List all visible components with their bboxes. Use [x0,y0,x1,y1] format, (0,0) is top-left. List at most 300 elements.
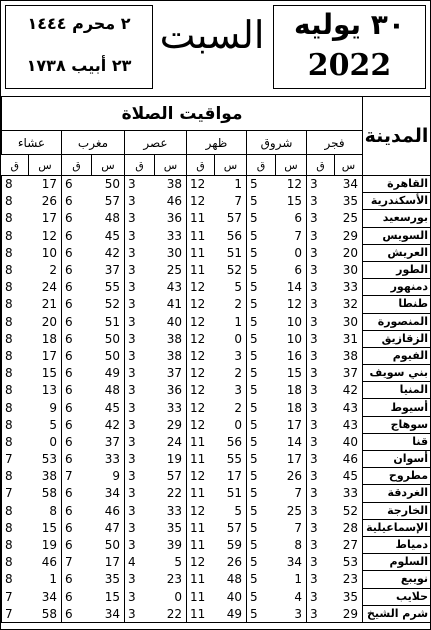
minute-cell: 57 [92,193,125,210]
hour-cell: 12 [187,382,215,399]
hour-cell: 3 [125,330,155,347]
minute-cell: 5 [29,416,62,433]
minute-cell: 52 [215,261,247,278]
minute-cell: 52 [92,296,125,313]
minute-cell: 24 [29,279,62,296]
unit-hour-label: س [29,155,62,176]
hour-cell: 3 [125,193,155,210]
minute-cell: 17 [29,210,62,227]
prayer-times-table [1,96,431,623]
hour-cell: 6 [62,416,92,433]
hour-cell: 6 [62,399,92,416]
table-row [2,416,431,433]
hour-cell: 6 [62,279,92,296]
hour-cell: 6 [62,502,92,519]
hour-cell: 5 [247,433,276,450]
minute-cell: 38 [155,330,187,347]
city-name: الخارجة [363,502,431,519]
hour-cell: 8 [2,347,29,364]
table-row [2,330,431,347]
city-name: أسيوط [363,399,431,416]
minute-cell: 37 [335,365,363,382]
minute-cell: 37 [155,365,187,382]
hour-cell: 6 [62,261,92,278]
coptic-date: ٢٣ أبيب ١٧٣٨ [26,56,132,75]
minute-cell: 51 [92,313,125,330]
hour-cell: 6 [62,244,92,261]
hour-cell: 3 [125,313,155,330]
minute-cell: 0 [29,433,62,450]
city-name: العريش [363,244,431,261]
minute-cell: 57 [215,210,247,227]
minute-cell: 13 [29,382,62,399]
minute-cell: 46 [29,554,62,571]
city-column-header: المدينة [363,97,431,176]
hour-cell: 11 [187,210,215,227]
hour-cell: 3 [307,502,335,519]
unit-minute-label: ق [247,155,276,176]
minute-cell: 43 [335,399,363,416]
hour-cell: 8 [2,279,29,296]
hour-cell: 12 [187,416,215,433]
hour-cell: 5 [247,554,276,571]
hour-cell: 12 [187,502,215,519]
hour-cell: 8 [2,313,29,330]
minute-cell: 33 [335,279,363,296]
hour-cell: 5 [247,279,276,296]
minute-cell: 35 [92,571,125,588]
minute-cell: 37 [92,261,125,278]
hour-cell: 11 [187,571,215,588]
city-name: دمنهور [363,279,431,296]
minute-cell: 17 [92,554,125,571]
hour-cell: 8 [2,244,29,261]
city-name: مطروح [363,468,431,485]
hour-cell: 8 [2,536,29,553]
minute-cell: 14 [276,433,307,450]
city-name: نويبع [363,571,431,588]
hour-cell: 3 [307,519,335,536]
minute-cell: 55 [92,279,125,296]
table-row [2,485,431,502]
city-name: القاهرة [363,176,431,193]
minute-cell: 43 [155,279,187,296]
city-name: حلايب [363,588,431,605]
minute-cell: 52 [335,502,363,519]
prayer-times-body [2,176,431,623]
minute-cell: 27 [335,536,363,553]
minute-cell: 38 [29,468,62,485]
city-name: بني سويف [363,365,431,382]
table-row [2,210,431,227]
table-row [2,588,431,605]
hour-cell: 11 [187,433,215,450]
hour-cell: 11 [187,227,215,244]
city-name: المنصورة [363,313,431,330]
hour-cell: 4 [125,554,155,571]
city-name: السويس [363,227,431,244]
hour-cell: 3 [307,468,335,485]
hour-cell: 11 [187,519,215,536]
gregorian-year: 2022 [307,48,392,83]
minute-cell: 34 [92,485,125,502]
hour-cell: 3 [125,571,155,588]
hour-cell: 6 [62,571,92,588]
hour-cell: 12 [187,347,215,364]
minute-cell: 30 [155,244,187,261]
hour-cell: 11 [187,605,215,622]
hour-cell: 3 [307,451,335,468]
table-row [2,468,431,485]
hour-cell: 3 [125,261,155,278]
minute-cell: 35 [335,588,363,605]
hour-cell: 11 [187,261,215,278]
minute-cell: 55 [215,451,247,468]
unit-minute-label: ق [2,155,29,176]
minute-cell: 25 [335,210,363,227]
minute-cell: 21 [29,296,62,313]
hour-cell: 8 [2,416,29,433]
minute-cell: 26 [276,468,307,485]
minute-cell: 43 [335,416,363,433]
table-row [2,227,431,244]
minute-cell: 38 [155,347,187,364]
minute-cell: 24 [155,433,187,450]
minute-cell: 20 [29,313,62,330]
table-row [2,279,431,296]
hour-cell: 5 [247,227,276,244]
hour-cell: 6 [62,519,92,536]
table-row [2,519,431,536]
minute-cell: 7 [276,519,307,536]
minute-cell: 49 [92,365,125,382]
minute-cell: 33 [335,485,363,502]
hour-cell: 5 [247,416,276,433]
hour-cell: 12 [187,176,215,193]
minute-cell: 58 [29,485,62,502]
hour-cell: 3 [307,261,335,278]
hour-cell: 8 [2,210,29,227]
minute-cell: 17 [29,347,62,364]
minute-cell: 45 [92,399,125,416]
hour-cell: 8 [2,468,29,485]
hour-cell: 3 [307,176,335,193]
hour-cell: 7 [2,588,29,605]
minute-cell: 50 [92,536,125,553]
minute-cell: 3 [215,347,247,364]
unit-hour-label: س [276,155,307,176]
hour-cell: 5 [247,193,276,210]
hour-cell: 8 [2,554,29,571]
minute-cell: 28 [335,519,363,536]
table-row [2,605,431,622]
city-name: الغردقة [363,485,431,502]
minute-cell: 7 [276,485,307,502]
gregorian-date-box [273,5,426,89]
minute-cell: 2 [29,261,62,278]
unit-hour-label: س [92,155,125,176]
table-row [2,502,431,519]
minute-cell: 57 [155,468,187,485]
hour-cell: 3 [125,416,155,433]
hour-cell: 7 [2,451,29,468]
table-row [2,347,431,364]
minute-cell: 19 [29,536,62,553]
table-row [2,365,431,382]
hour-cell: 3 [125,347,155,364]
minute-cell: 50 [92,330,125,347]
hour-cell: 3 [125,519,155,536]
minute-cell: 42 [92,244,125,261]
hour-cell: 5 [247,588,276,605]
minute-cell: 18 [29,330,62,347]
hour-cell: 3 [307,485,335,502]
hour-cell: 3 [125,605,155,622]
hour-cell: 5 [247,519,276,536]
hour-cell: 11 [187,588,215,605]
minute-cell: 0 [155,588,187,605]
minute-cell: 45 [335,468,363,485]
hour-cell: 7 [62,468,92,485]
minute-cell: 48 [92,210,125,227]
minute-cell: 17 [29,176,62,193]
city-name: دمياط [363,536,431,553]
hijri-date: ٢ محرم ١٤٤٤ [27,14,131,33]
city-name: قنا [363,433,431,450]
hour-cell: 3 [307,347,335,364]
minute-cell: 10 [276,330,307,347]
hour-cell: 7 [62,554,92,571]
minute-cell: 22 [155,605,187,622]
hour-cell: 6 [62,451,92,468]
minute-cell: 31 [335,330,363,347]
minute-cell: 3 [276,605,307,622]
hour-cell: 5 [247,382,276,399]
unit-minute-label: ق [125,155,155,176]
minute-cell: 57 [215,519,247,536]
minute-cell: 42 [92,416,125,433]
minute-cell: 17 [276,451,307,468]
hour-cell: 3 [307,382,335,399]
hour-cell: 12 [187,279,215,296]
minute-cell: 46 [335,451,363,468]
minute-cell: 33 [155,502,187,519]
minute-cell: 12 [29,227,62,244]
hour-cell: 3 [125,468,155,485]
minute-cell: 25 [155,261,187,278]
minute-cell: 0 [215,330,247,347]
minute-cell: 38 [335,347,363,364]
minute-cell: 20 [335,244,363,261]
minute-cell: 4 [276,588,307,605]
minute-cell: 17 [215,468,247,485]
hour-cell: 3 [307,244,335,261]
hour-cell: 3 [125,279,155,296]
hour-cell: 5 [247,347,276,364]
minute-cell: 51 [215,244,247,261]
minute-cell: 34 [335,176,363,193]
table-row [2,296,431,313]
hour-cell: 3 [307,605,335,622]
hour-cell: 3 [125,536,155,553]
hour-cell: 6 [62,193,92,210]
minute-cell: 1 [215,313,247,330]
prayer-header: ظهر [187,131,247,155]
minute-cell: 50 [92,347,125,364]
hour-cell: 6 [62,330,92,347]
hour-cell: 8 [2,433,29,450]
hour-cell: 3 [125,227,155,244]
table-row [2,571,431,588]
hour-cell: 3 [307,399,335,416]
minute-cell: 34 [29,588,62,605]
table-row [2,382,431,399]
minute-cell: 33 [92,451,125,468]
hour-cell: 12 [187,399,215,416]
table-row [2,433,431,450]
hour-cell: 6 [62,210,92,227]
minute-cell: 36 [155,382,187,399]
minute-cell: 0 [215,416,247,433]
hour-cell: 6 [62,382,92,399]
minute-cell: 40 [335,433,363,450]
city-name: شرم الشيخ [363,605,431,622]
unit-minute-label: ق [307,155,335,176]
prayer-header: عصر [125,131,187,155]
minute-cell: 40 [215,588,247,605]
minute-cell: 41 [155,296,187,313]
minute-cell: 58 [29,605,62,622]
hour-cell: 3 [307,416,335,433]
city-name: طنطا [363,296,431,313]
hour-cell: 5 [247,261,276,278]
minute-cell: 33 [155,227,187,244]
minute-cell: 0 [276,244,307,261]
hour-cell: 3 [307,279,335,296]
minute-cell: 29 [155,416,187,433]
minute-cell: 34 [276,554,307,571]
hour-cell: 11 [187,244,215,261]
unit-hour-label: س [155,155,187,176]
table-row [2,554,431,571]
minute-cell: 46 [92,502,125,519]
minute-cell: 45 [92,227,125,244]
minute-cell: 37 [92,433,125,450]
hour-cell: 3 [307,433,335,450]
hour-cell: 8 [2,502,29,519]
minute-cell: 3 [215,382,247,399]
table-row [2,193,431,210]
minute-cell: 16 [276,347,307,364]
hour-cell: 3 [125,244,155,261]
hour-cell: 3 [125,176,155,193]
city-name: الإسماعيلية [363,519,431,536]
minute-cell: 5 [215,502,247,519]
hour-cell: 6 [62,485,92,502]
minute-cell: 15 [92,588,125,605]
minute-cell: 39 [155,536,187,553]
hour-cell: 3 [307,554,335,571]
minute-cell: 18 [276,382,307,399]
hour-cell: 12 [187,554,215,571]
hour-cell: 5 [247,244,276,261]
city-name: الفيوم [363,347,431,364]
minute-cell: 8 [29,502,62,519]
minute-cell: 18 [276,399,307,416]
minute-cell: 10 [29,244,62,261]
hour-cell: 3 [307,330,335,347]
hour-cell: 5 [247,296,276,313]
hour-cell: 6 [62,588,92,605]
minute-cell: 2 [215,399,247,416]
hour-cell: 7 [2,485,29,502]
minute-cell: 7 [276,227,307,244]
hour-cell: 12 [187,193,215,210]
hour-cell: 12 [187,296,215,313]
minute-cell: 15 [29,365,62,382]
minute-cell: 47 [92,519,125,536]
hour-cell: 3 [307,296,335,313]
hour-cell: 6 [62,605,92,622]
hour-cell: 3 [125,382,155,399]
minute-cell: 2 [215,365,247,382]
hour-cell: 6 [62,313,92,330]
minute-cell: 15 [276,193,307,210]
prayer-header: فجر [307,131,363,155]
city-name: الأسكندرية [363,193,431,210]
minute-cell: 51 [215,485,247,502]
table-row [2,451,431,468]
hour-cell: 3 [307,313,335,330]
hour-cell: 5 [247,451,276,468]
hour-cell: 3 [307,588,335,605]
minute-cell: 1 [276,571,307,588]
minute-cell: 38 [155,176,187,193]
hour-cell: 5 [247,536,276,553]
hour-cell: 5 [247,176,276,193]
gregorian-day-month: ٣٠ يوليه [294,8,405,41]
hour-cell: 3 [125,210,155,227]
minute-cell: 56 [215,227,247,244]
minute-cell: 5 [155,554,187,571]
hour-cell: 3 [125,365,155,382]
hour-cell: 5 [247,468,276,485]
table-row [2,176,431,193]
hour-cell: 8 [2,382,29,399]
header [1,1,430,94]
minute-cell: 8 [276,536,307,553]
hour-cell: 5 [247,605,276,622]
minute-cell: 33 [155,399,187,416]
hour-cell: 6 [62,536,92,553]
hour-cell: 12 [187,330,215,347]
hour-cell: 5 [247,399,276,416]
hour-cell: 11 [187,451,215,468]
hour-cell: 8 [2,365,29,382]
alt-dates-box [5,5,153,89]
minute-cell: 26 [215,554,247,571]
unit-minute-label: ق [62,155,92,176]
city-name: السلوم [363,554,431,571]
minute-cell: 6 [276,210,307,227]
prayer-header: مغرب [62,131,125,155]
minute-cell: 42 [335,382,363,399]
hour-cell: 12 [187,468,215,485]
hour-cell: 3 [307,571,335,588]
city-name: سوهاج [363,416,431,433]
hour-cell: 11 [187,485,215,502]
hour-cell: 3 [125,399,155,416]
